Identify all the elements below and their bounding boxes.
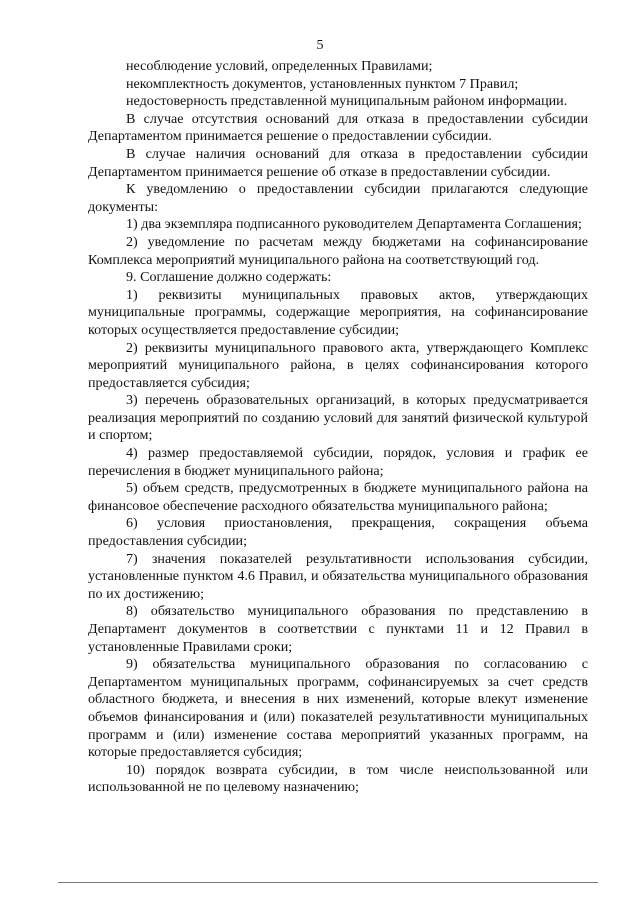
scan-bottom-edge bbox=[58, 882, 598, 883]
paragraph: 7) значения показателей результативности использования субсидии, установленные пунктом 4.6 Правил, и обязательства муниципального образования по их достижению; bbox=[88, 550, 588, 602]
paragraph: 1) два экземпляра подписанного руководителем Департамента Соглашения; bbox=[126, 216, 582, 233]
paragraph: 9) обязательства муниципального образования по согласованию с Департаментом муниципальных программ, софинансируемых за счет средств областного бюджета, и внесения в них изменений, которые влекут изменение объемов финансирования и (или) показателей результативности муниципальных программ и (или) изменение состава мероприятий указанных программ, на которые предоставляется субсидия; bbox=[88, 656, 588, 761]
paragraph: В случае отсутствия оснований для отказа в предоставлении субсидии Департаментом принимается решение о предоставлении субсидии. bbox=[88, 110, 588, 145]
paragraph: 1) реквизиты муниципальных правовых актов, утверждающих муниципальные программы, содержащие мероприятия, на софинансирование которых осуществляется предоставление субсидии; bbox=[88, 286, 588, 338]
paragraph: 3) перечень образовательных организаций, в которых предусматривается реализация мероприятий по созданию условий для занятий физической культурой и спортом; bbox=[88, 392, 588, 444]
page-number: 5 bbox=[316, 38, 324, 53]
paragraph: некомплектность документов, установленных пунктом 7 Правил; bbox=[126, 75, 519, 92]
paragraph: 6) условия приостановления, прекращения, сокращения объема предоставления субсидии; bbox=[88, 515, 588, 550]
paragraph: 2) уведомление по расчетам между бюджетами на софинансирование Комплекса мероприятий муниципального района на соответствующий год. bbox=[88, 233, 588, 268]
paragraph: 10) порядок возврата субсидии, в том числе неиспользованной или использованной не по целевому назначению; bbox=[88, 761, 588, 796]
paragraph: 8) обязательство муниципального образования по представлению в Департамент документов в соответствии с пунктами 11 и 12 Правил в установленные Правилами сроки; bbox=[88, 603, 588, 655]
paragraph: 5) объем средств, предусмотренных в бюджете муниципального района на финансовое обеспечение расходного обязательства муниципального района; bbox=[88, 480, 588, 514]
paragraph: недостоверность представленной муниципальным районом информации. bbox=[126, 93, 568, 110]
paragraph: 2) реквизиты муниципального правового акта, утверждающего Комплекс мероприятий муниципального района, в целях софинансирования которого предоставляется субсидия; bbox=[88, 339, 588, 391]
document-body bbox=[88, 58, 588, 797]
paragraph: К уведомлению о предоставлении субсидии прилагаются следующие документы: bbox=[88, 181, 588, 215]
paragraph: 4) размер предоставляемой субсидии, порядок, условия и график ее перечисления в бюджет муниципального района; bbox=[88, 445, 588, 479]
paragraph: несоблюдение условий, определенных Правилами; bbox=[126, 58, 433, 74]
paragraph: В случае наличия оснований для отказа в предоставлении субсидии Департаментом принимается решение об отказе в предоставлении субсидии. bbox=[88, 145, 588, 180]
paragraph: 9. Соглашение должно содержать: bbox=[126, 269, 332, 286]
